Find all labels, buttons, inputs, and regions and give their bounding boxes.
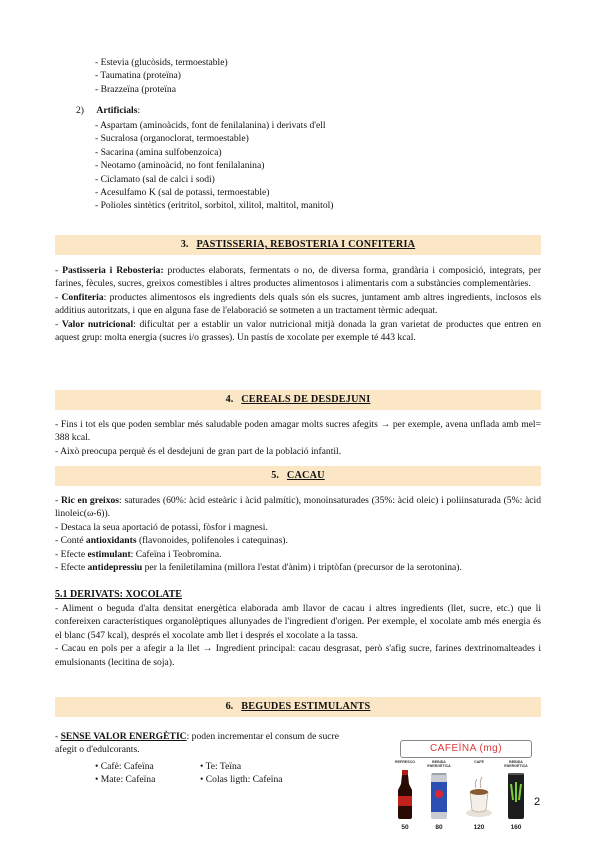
- list-item: - Sucralosa (organoclorat, termoestable): [95, 133, 249, 145]
- section-title: CEREALS DE DESDEJUNI: [241, 394, 371, 405]
- drink-color-band: [470, 789, 488, 795]
- list-item: - Polioles sintètics (eritritol, sorbitol, xilitol, maltitol, manitol): [95, 200, 334, 212]
- paragraph-valor-nutricional: - Valor nutricional: dificultat per a establir un valor nutricional mitjà donada la gran varietat de productes que entren en aquest grup: molta energia (sucres i/o grasses). Un pastís de xocolate per exemple té 443 kcal.: [55, 318, 541, 344]
- section-4-heading: [55, 390, 541, 410]
- list-item: • Colas ligth: Cafeïna: [200, 774, 283, 785]
- section-title: PASTISSERIA, REBOSTERIA I CONFITERIA: [196, 239, 416, 250]
- drink-value: 80: [435, 824, 443, 831]
- section-number: 3.: [180, 239, 189, 250]
- drink-label: REFRESCO: [395, 760, 415, 764]
- paragraph: - Aliment o beguda d'alta densitat energètica elaborada amb llavor de cacau i altres ingredients (llet, sucre, etc.) que li confereixen característiques organolèptiques allunyades de l'ingredient d'origen. Per exemple, el xocolate amb més energia és el blanc (547 kcal), després el xocolate amb llet i després el xocolate a la tassa.: [55, 603, 541, 641]
- list-item: - Taumatina (proteïna): [95, 70, 181, 82]
- section-3-heading: [55, 235, 541, 255]
- drink-value: 120: [473, 824, 485, 831]
- term: antidepressiu: [87, 562, 143, 574]
- paragraph-confiteria: - Confiteria: productes alimentosos els ingredients dels quals són els sucres, juntament amb altres ingredients, inclosos els additius autoritzats, i que en alguna fase de l'elaboració se sotmeten a un tractament tèrmic adequat.: [55, 291, 541, 317]
- list-item: - Estevia (glucòsids, termoestable): [95, 57, 228, 68]
- paragraph-pastisseria: - Pastisseria i Rebosteria: productes elaborats, fermentats o no, de diversa forma, grandària i composició, integrats, per farines, fècules, sucres, greixos comestibles i altres productes alimentosos i alimentaris com a substàncies complementàries.: [55, 265, 542, 290]
- artificial-heading: [76, 104, 140, 117]
- drink-refresco: [391, 760, 419, 831]
- cola-bottle-icon: [391, 770, 419, 820]
- list-item: - Acesulfamo K (sal de potassi, termoestable): [95, 187, 270, 199]
- artificial-sweeteners-list: [95, 119, 334, 213]
- energy-can-icon: [425, 770, 453, 820]
- list-item: - Brazzeïna (proteïna: [95, 83, 176, 95]
- caffeine-figure-title: CAFEÏNA (mg): [400, 740, 532, 758]
- paragraph: - Efecte estimulant: Cafeïna i Teobromina.: [55, 548, 222, 560]
- coffee-cup-icon: [465, 770, 493, 820]
- drink-color-band: [398, 796, 412, 806]
- section-5-body: [55, 494, 541, 574]
- section-6-heading: [55, 697, 541, 717]
- drink-value: 50: [401, 824, 409, 831]
- page-number: 2: [534, 796, 541, 808]
- section-number: 4.: [225, 394, 234, 405]
- subsection-body: [55, 602, 541, 669]
- section-title: CACAU: [286, 470, 325, 481]
- drink-label: CAFÉ: [474, 760, 484, 764]
- subsection-heading: 5.1 DERIVATS: XOCOLATE: [55, 589, 182, 600]
- drink-value: 160: [510, 824, 522, 831]
- artificial-number: 2): [76, 105, 84, 116]
- artificial-colon: :: [137, 105, 141, 116]
- drink-cafe: [465, 760, 493, 831]
- section-6-body: - SENSE VALOR ENERGÈTIC: poden incrementar el consum de sucre afegit o d'edulcorants.: [55, 731, 339, 756]
- list-item: - Neotamo (aminoàcid, no font fenilalanina): [95, 160, 265, 172]
- term: SENSE VALOR ENERGÈTIC: [60, 731, 187, 742]
- term: Ric en greixos: [60, 495, 120, 506]
- paragraph: - Fins i tot els que poden semblar més saludable poden amagar molts sucres afegits → per exemple, avena unflada amb mel= 388 kcal.: [55, 419, 541, 444]
- term: antioxidants: [85, 535, 137, 547]
- paragraph: - Efecte antidepressiu per la feniletilamina (millora l'estat d'ànim) i triptòfan (precursor de la serotonina).: [55, 562, 462, 574]
- paragraph: - Cacau en pols per a afegir a la llet → Ingredient principal: cacau desgrasat, però s'afig sucre, farines dextrinomalteades i emulsionants (lecitina de soja).: [55, 643, 541, 668]
- artificial-label: Artificials: [96, 105, 138, 116]
- term: Confiteria: [61, 291, 104, 303]
- natural-sweeteners-list: [95, 56, 228, 96]
- paragraph: - Això preocupa perquè és el desdejuni de gran part de la població infantil.: [55, 445, 342, 457]
- paragraph: - Ric en greixos: saturades (60%: àcid esteàric i àcid palmític), monoinsaturades (35%: àcid oleic) i poliinsaturada (5%: àcid linoleic(ω-6)).: [55, 495, 541, 520]
- section-title: BEGUDES ESTIMULANTS: [241, 701, 371, 712]
- section-number: 6.: [225, 701, 234, 712]
- energy-can-icon: [502, 770, 530, 820]
- section-number: 5.: [271, 470, 279, 481]
- paragraph: - Destaca la seua aportació de potassi, fòsfor i magnesi.: [55, 521, 268, 533]
- list-item: • Mate: Cafeïna: [95, 774, 156, 785]
- list-item: - Ciclamato (sal de calci i sodi): [95, 173, 215, 185]
- term: Valor nutricional: [61, 318, 134, 330]
- drink-label: BEBIDA ENERGÉTICA: [427, 760, 451, 768]
- drink-energy-1: [425, 760, 453, 831]
- term: Pastisseria i Rebosteria:: [62, 265, 164, 276]
- section-3-body: [55, 264, 541, 344]
- drink-label: BEBIDA ENERGÉTICA: [504, 760, 528, 768]
- section-5-heading: [55, 466, 541, 486]
- drink-energy-2: [502, 760, 530, 831]
- list-item: - Sacarina (amina sulfobenzoica): [95, 146, 222, 158]
- paragraph: - Conté antioxidants (flavonoides, polifenoles i catequinas).: [55, 535, 288, 547]
- list-item: • Te: Teïna: [200, 761, 242, 772]
- term: estimulant: [87, 548, 131, 560]
- section-4-body: [55, 418, 541, 458]
- list-item: - Aspartam (aminoàcids, font de fenilalanina) i derivats d'ell: [95, 120, 326, 131]
- list-item: • Cafè: Cafeïna: [95, 761, 154, 772]
